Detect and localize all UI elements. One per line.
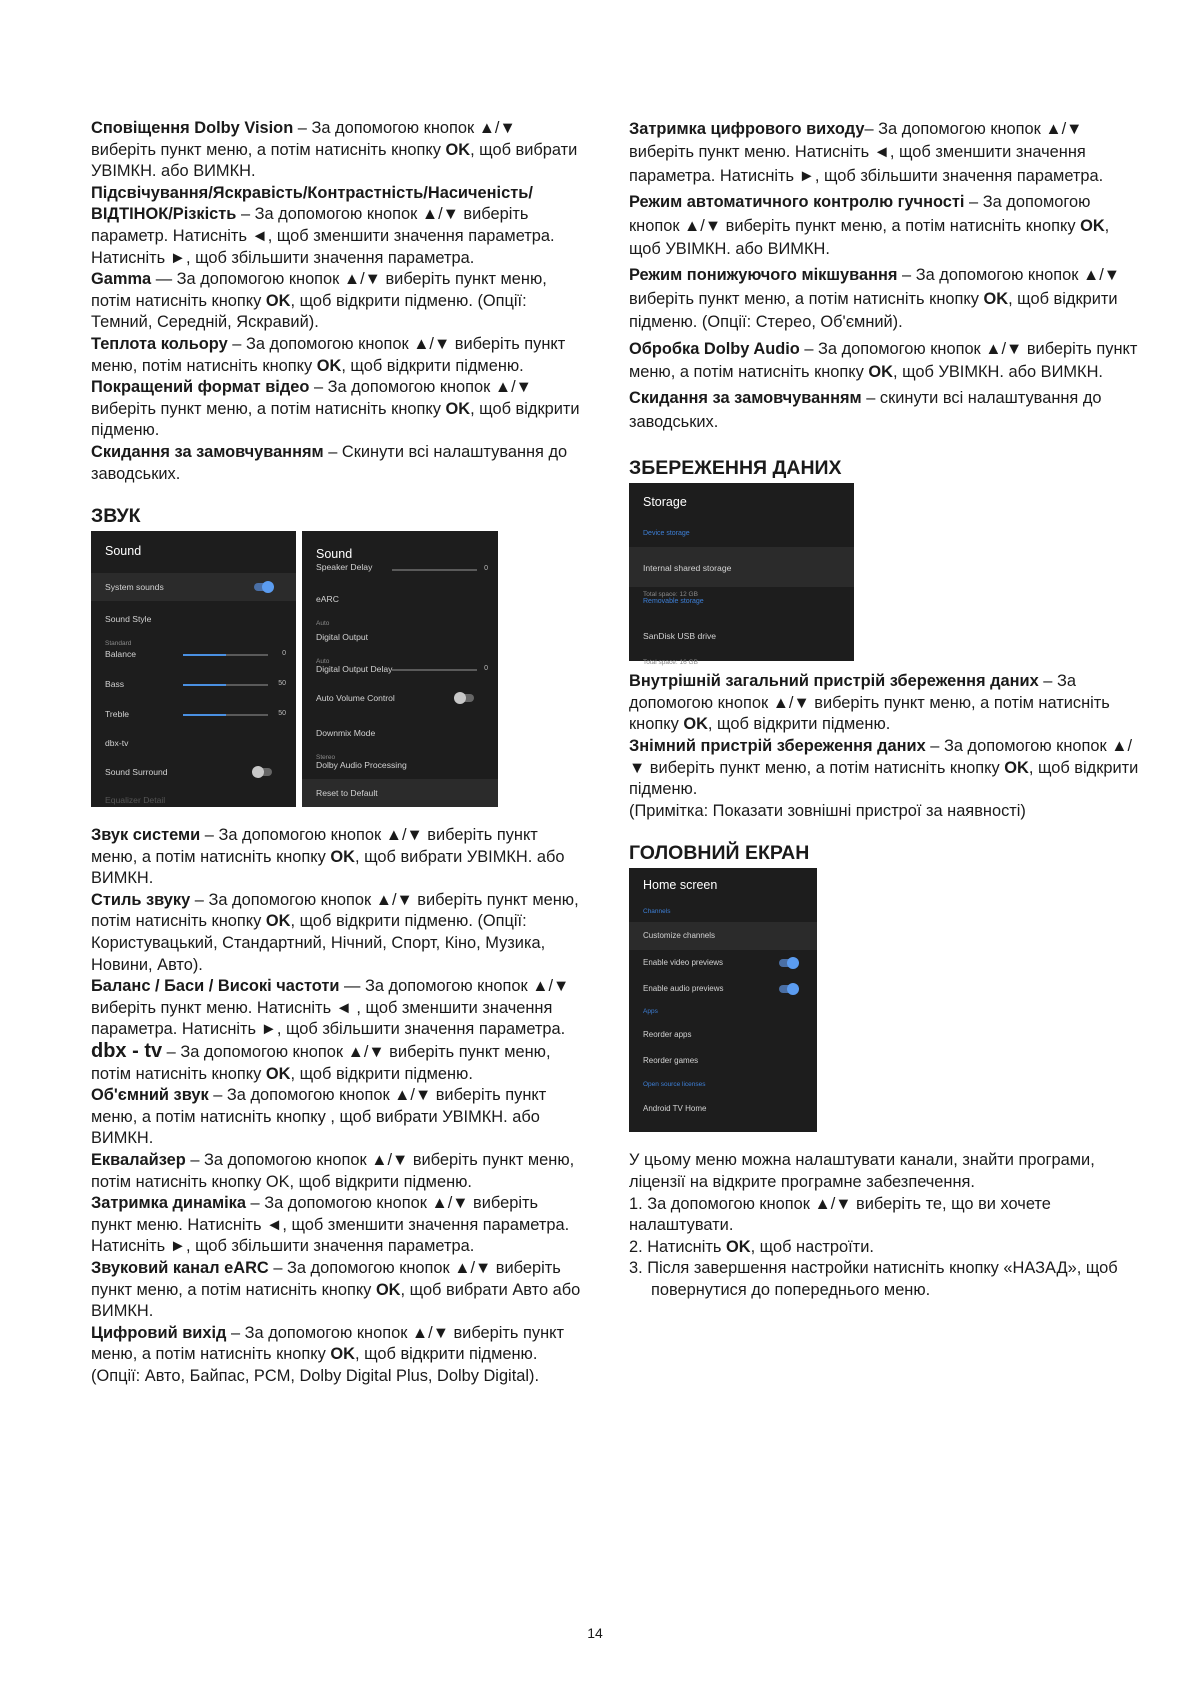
dbx-paragraph: dbx - tv – За допомогою кнопок ▲/▼ виберіть пункт меню, потім натисніть кнопку OK, щоб відкрити підменю. — [91, 1040, 551, 1083]
earc-paragraph: Звуковий канал eARC – За допомогою кнопок ▲/▼ виберіть пункт меню, а потім натисніть кнопку OK, щоб вибрати Авто або ВИМКН. — [91, 1258, 581, 1321]
reorder-apps-row[interactable]: Reorder apps — [643, 1030, 692, 1040]
left-column — [91, 118, 583, 1388]
reorder-games-row[interactable]: Reorder games — [643, 1056, 699, 1066]
downmix-row[interactable]: Downmix Mode Stereo — [316, 728, 376, 761]
storage-screen — [629, 483, 854, 666]
dolby-processing-row[interactable]: Dolby Audio Processing — [316, 760, 407, 771]
page-number: 14 — [587, 1625, 603, 1641]
home-step-2: 2. Натисніть OK, щоб настроїти. — [629, 1237, 874, 1256]
storage-screen-title: Storage — [643, 495, 687, 510]
system-sound-paragraph: Звук системи – За допомогою кнопок ▲/▼ виберіть пункт меню, а потім натисніть кнопку OK, щоб вибрати УВІМКН. або ВИМКН. — [91, 826, 565, 888]
gamma-paragraph: Gamma — За допомогою кнопок ▲/▼ виберіть пункт меню, потім натисніть кнопку OK, щоб відкрити підменю. (Опції: Темний, Середній, Яскравий). — [91, 270, 547, 332]
sound-heading: ЗВУК — [91, 505, 141, 528]
balance-fill — [183, 654, 226, 656]
home-screen — [629, 868, 817, 1132]
video-previews-row[interactable]: Enable video previews — [629, 950, 817, 976]
sound-screen-2-title: Sound — [316, 547, 353, 562]
reset-default-row[interactable]: Reset to Default — [302, 779, 498, 807]
internal-storage-paragraph: Внутрішній загальний пристрій збереження даних – За допомогою кнопок ▲/▼ виберіть пункт меню, а потім натисніть кнопку OK, щоб відкрити підменю. — [629, 672, 1110, 734]
bass-fill — [183, 684, 226, 686]
speaker-delay-row[interactable]: Speaker Delay 0 — [316, 562, 488, 573]
customize-channels-row[interactable]: Customize channels — [629, 922, 817, 950]
licenses-category[interactable]: Open source licenses — [643, 1081, 706, 1089]
right-column — [629, 118, 1144, 1302]
avc-paragraph: Режим автоматичного контролю гучності – За допомогою кнопок ▲/▼ виберіть пункт меню, а потім натисніть кнопку OK, щоб УВІМКН. або ВИМКН. — [629, 193, 1110, 259]
treble-row[interactable]: Treble 50 — [105, 709, 286, 720]
picture-params-paragraph: Підсвічування/Яскравість/Контрастність/Насиченість/ВІДТІНОК/Різкість – За допомогою кнопок ▲/▼ виберіть параметр. Натисніть ◄, щоб зменшити значення параметра. Натисніть ►, щоб збільшити значення параметра. — [91, 183, 555, 267]
treble-fill — [183, 714, 226, 716]
sound-screen-1 — [91, 531, 296, 807]
sound-style-row[interactable]: Sound Style Standard — [105, 614, 152, 647]
removable-storage-paragraph: Знімний пристрій збереження даних – За допомогою кнопок ▲/▼ виберіть пункт меню, а потім натисніть кнопку OK, щоб відкрити підменю. — [629, 737, 1139, 799]
audio-previews-toggle[interactable] — [779, 985, 797, 993]
sandisk-row[interactable]: SanDisk USB drive Total space: 16 GB — [643, 631, 717, 666]
removable-storage-category: Removable storage — [643, 598, 704, 606]
sound-screen-2 — [302, 531, 498, 807]
sound-screen-title: Sound — [105, 544, 142, 559]
avc-row[interactable]: Auto Volume Control — [302, 683, 498, 713]
system-sounds-row[interactable]: System sounds — [91, 573, 296, 601]
home-step-3: 3. Після завершення настройки натисніть кнопку «НАЗАД», щоб повернутися до попереднього меню. — [629, 1259, 1118, 1299]
digital-output-paragraph: Цифровий вихід – За допомогою кнопок ▲/▼ виберіть пункт меню, а потім натисніть кнопку OK, щоб відкрити підменю. (Опції: Авто, Байпас, PCM, Dolby Digital Plus, Dolby Digital). — [91, 1323, 564, 1385]
home-screen-heading: ГОЛОВНИЙ ЕКРАН — [629, 842, 810, 865]
balance-row[interactable]: Balance 0 — [105, 649, 286, 660]
surround-toggle[interactable] — [254, 768, 272, 776]
internal-storage-row[interactable]: Internal shared storage Total space: 12 GB — [629, 547, 854, 587]
reset-paragraph: Скидання за замовчуванням – Скинути всі налаштування до заводських. — [91, 442, 568, 483]
digital-output-row[interactable]: Digital Output Auto — [316, 632, 369, 665]
digital-output-delay-paragraph: Затримка цифрового виходу– За допомогою кнопок ▲/▼ виберіть пункт меню. Натисніть ◄, щоб зменшити значення параметра. Натисніть ►, щоб збільшити значення параметра. — [629, 120, 1104, 185]
dbx-row[interactable]: dbx-tv — [105, 738, 129, 749]
storage-note: (Примітка: Показати зовнішні пристрої за наявності) — [629, 801, 1026, 820]
storage-heading: ЗБЕРЕЖЕННЯ ДАНИХ — [629, 457, 842, 480]
balance-paragraph: Баланс / Баси / Високі частоти — За допомогою кнопок ▲/▼ виберіть пункт меню. Натисніть ◄ , щоб зменшити значення параметра. Натисніть ►, щоб збільшити значення параметра. — [91, 977, 570, 1039]
apps-category: Apps — [643, 1008, 658, 1016]
channels-category: Channels — [643, 908, 671, 916]
digital-output-delay-row[interactable]: Digital Output Delay 0 — [316, 664, 488, 675]
dolby-vision-paragraph: Сповіщення Dolby Vision – За допомогою кнопок ▲/▼ виберіть пункт меню, а потім натисніть кнопку OK, щоб вибрати УВІМКН. або ВИМКН. — [91, 119, 578, 181]
downmix-paragraph: Режим понижуючого мікшування – За допомогою кнопок ▲/▼ виберіть пункт меню, а потім натисніть кнопку OK, щоб відкрити підменю. (Опції: Стерео, Об'ємний). — [629, 266, 1120, 332]
android-tv-home-row[interactable]: Android TV Home — [643, 1104, 707, 1114]
speaker-delay-paragraph: Затримка динаміка – За допомогою кнопок ▲/▼ виберіть пункт меню. Натисніть ◄, щоб зменшити значення параметра. Натисніть ►, щоб збільшити значення параметра. — [91, 1194, 570, 1256]
audio-previews-row[interactable]: Enable audio previews — [629, 976, 817, 1002]
dolby-audio-paragraph: Обробка Dolby Audio – За допомогою кнопок ▲/▼ виберіть пункт меню, а потім натисніть кнопку OK, щоб УВІМКН. або ВИМКН. — [629, 339, 1138, 382]
surround-paragraph: Об'ємний звук – За допомогою кнопок ▲/▼ виберіть пункт меню, а потім натисніть кнопку , щоб вибрати УВІМКН. або ВИМКН. — [91, 1086, 547, 1148]
home-intro: У цьому меню можна налаштувати канали, знайти програми, ліцензії на відкрите програмне забезпечення. — [629, 1151, 1095, 1192]
home-step-1: 1. За допомогою кнопок ▲/▼ виберіть те, що ви хочете налаштувати. — [629, 1194, 1051, 1235]
video-previews-toggle[interactable] — [779, 959, 797, 967]
reset-right-paragraph: Скидання за замовчуванням – скинути всі налаштування до заводських. — [629, 389, 1102, 431]
color-temp-paragraph: Теплота кольору – За допомогою кнопок ▲/▼ виберіть пункт меню, потім натисніть кнопку OK, щоб відкрити підменю. — [91, 334, 566, 375]
system-sounds-toggle[interactable] — [254, 583, 272, 591]
avc-toggle[interactable] — [456, 694, 474, 702]
equalizer-row[interactable]: Equalizer Detail — [105, 795, 166, 806]
video-format-paragraph: Покращений формат відео – За допомогою кнопок ▲/▼ виберіть пункт меню, а потім натисніть кнопку OK, щоб відкрити підменю. — [91, 378, 580, 440]
sound-surround-row[interactable]: Sound Surround — [91, 757, 296, 787]
earc-row[interactable]: eARC Auto — [316, 594, 339, 627]
home-screen-title: Home screen — [643, 878, 718, 893]
equalizer-paragraph: Еквалайзер – За допомогою кнопок ▲/▼ виберіть пункт меню, потім натисніть кнопку OK, щоб відкрити підменю. — [91, 1151, 575, 1191]
sound-style-paragraph: Стиль звуку – За допомогою кнопок ▲/▼ виберіть пункт меню, потім натисніть кнопку OK, щоб відкрити підменю. (Опції: Користувацький, Стандартний, Нічний, Спорт, Кіно, Музика, Новини, Авто). — [91, 890, 579, 974]
device-storage-category: Device storage — [643, 530, 690, 538]
bass-row[interactable]: Bass 50 — [105, 679, 286, 690]
